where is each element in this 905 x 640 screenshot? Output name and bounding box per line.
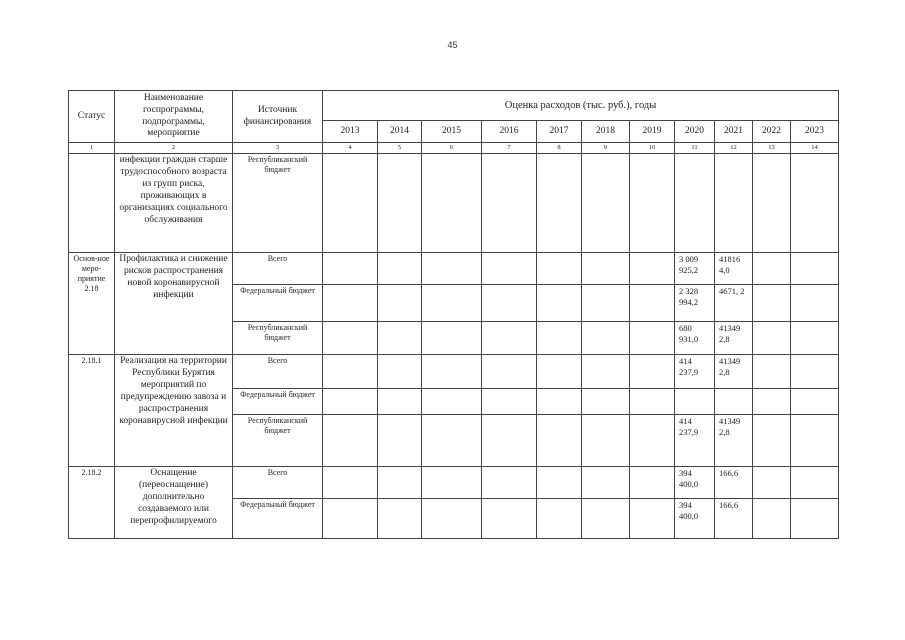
value-cell (791, 467, 839, 499)
value-cell (537, 322, 582, 355)
value-cell (630, 322, 675, 355)
page-number: 45 (447, 40, 458, 50)
value-cell (753, 355, 791, 389)
value-cell (630, 285, 675, 322)
value-cell (482, 154, 537, 253)
value-2021: 166,6 (715, 499, 753, 539)
value-cell (537, 253, 582, 285)
value-cell (378, 285, 422, 322)
year-header: 2023 (791, 121, 839, 143)
year-header: 2020 (675, 121, 715, 143)
value-2021: 166,6 (715, 467, 753, 499)
value-cell (422, 355, 482, 389)
value-cell (323, 499, 378, 539)
value-cell (323, 467, 378, 499)
value-cell (482, 499, 537, 539)
year-header: 2014 (378, 121, 422, 143)
value-cell (791, 389, 839, 415)
column-number: 14 (791, 143, 839, 154)
column-number: 13 (753, 143, 791, 154)
measure-name: Реализация на территории Республики Бурятия мероприятий по предупреждению завоза и распространения коронавирусной инфекции (115, 355, 233, 467)
column-number: 4 (323, 143, 378, 154)
year-header: 2021 (715, 121, 753, 143)
year-header: 2019 (630, 121, 675, 143)
value-cell (582, 499, 630, 539)
status-cell: 2.18.2 (69, 467, 115, 539)
value-cell (323, 285, 378, 322)
value-2020: 414 237,9 (675, 355, 715, 389)
value-2021: 41349 2,8 (715, 322, 753, 355)
value-cell (537, 154, 582, 253)
value-cell (630, 389, 675, 415)
value-cell (582, 322, 630, 355)
measure-name: Оснащение (переоснащение) дополнительно создаваемого или перепрофилируемого (115, 467, 233, 539)
status-cell: 2.18.1 (69, 355, 115, 467)
measure-name: инфекции граждан старше трудоспособного возраста из групп риска, проживающих в организациях социального обслуживания (115, 154, 233, 253)
value-cell (537, 389, 582, 415)
value-cell (630, 253, 675, 285)
value-cell (422, 499, 482, 539)
value-cell (753, 389, 791, 415)
column-number: 3 (233, 143, 323, 154)
funding-source: Республиканский бюджет (233, 415, 323, 467)
value-cell (753, 499, 791, 539)
value-cell (537, 285, 582, 322)
value-cell (422, 467, 482, 499)
header-name: Наименование госпрограммы, подпрограммы, мероприятие (115, 91, 233, 143)
value-cell (422, 285, 482, 322)
year-header: 2013 (323, 121, 378, 143)
value-cell (753, 322, 791, 355)
value-cell (323, 154, 378, 253)
year-header: 2018 (582, 121, 630, 143)
column-number: 11 (675, 143, 715, 154)
value-2020: 394 400,0 (675, 467, 715, 499)
status-cell: Основ-ное меро-приятие 2.18 (69, 253, 115, 355)
funding-source: Республиканский бюджет (233, 322, 323, 355)
value-cell (422, 253, 482, 285)
value-cell (422, 154, 482, 253)
year-header: 2015 (422, 121, 482, 143)
value-cell (378, 355, 422, 389)
value-cell (422, 415, 482, 467)
value-cell (582, 415, 630, 467)
value-cell (323, 389, 378, 415)
column-number: 12 (715, 143, 753, 154)
header-estimate: Оценка расходов (тыс. руб.), годы (323, 91, 839, 121)
value-cell (378, 415, 422, 467)
value-cell (422, 322, 482, 355)
value-2021 (715, 154, 753, 253)
value-cell (323, 253, 378, 285)
value-cell (791, 253, 839, 285)
value-cell (323, 355, 378, 389)
column-number: 6 (422, 143, 482, 154)
value-cell (378, 499, 422, 539)
value-cell (753, 285, 791, 322)
value-cell (323, 415, 378, 467)
value-2020: 3 009 925,2 (675, 253, 715, 285)
value-cell (582, 253, 630, 285)
value-cell (753, 415, 791, 467)
value-cell (753, 253, 791, 285)
table-row (69, 154, 839, 253)
value-cell (482, 253, 537, 285)
value-cell (582, 467, 630, 499)
value-cell (378, 322, 422, 355)
column-number: 8 (537, 143, 582, 154)
value-2020: 680 931,0 (675, 322, 715, 355)
value-cell (537, 467, 582, 499)
column-number: 1 (69, 143, 115, 154)
header-source: Источник финансирования (233, 91, 323, 143)
value-cell (753, 154, 791, 253)
value-cell (537, 415, 582, 467)
value-cell (482, 322, 537, 355)
value-cell (630, 154, 675, 253)
value-2021: 4671, 2 (715, 285, 753, 322)
table-row (69, 355, 839, 389)
value-cell (753, 467, 791, 499)
header-status: Статус (69, 91, 115, 143)
value-cell (378, 154, 422, 253)
value-cell (378, 467, 422, 499)
value-cell (537, 499, 582, 539)
value-cell (630, 467, 675, 499)
funding-source: Всего (233, 253, 323, 285)
value-2021: 41349 2,8 (715, 415, 753, 467)
value-cell (537, 355, 582, 389)
value-cell (323, 322, 378, 355)
value-cell (482, 467, 537, 499)
value-2020 (675, 389, 715, 415)
column-number: 2 (115, 143, 233, 154)
value-2020: 2 328 994,2 (675, 285, 715, 322)
value-cell (791, 322, 839, 355)
year-header: 2016 (482, 121, 537, 143)
value-cell (378, 389, 422, 415)
column-number: 9 (582, 143, 630, 154)
value-2021: 41349 2,8 (715, 355, 753, 389)
value-cell (630, 355, 675, 389)
value-cell (482, 415, 537, 467)
value-cell (791, 154, 839, 253)
value-cell (482, 389, 537, 415)
column-number: 10 (630, 143, 675, 154)
value-cell (582, 154, 630, 253)
funding-source: Всего (233, 355, 323, 389)
year-header: 2022 (753, 121, 791, 143)
column-number: 5 (378, 143, 422, 154)
year-header: 2017 (537, 121, 582, 143)
value-cell (630, 415, 675, 467)
value-cell (630, 499, 675, 539)
funding-source: Всего (233, 467, 323, 499)
value-cell (422, 389, 482, 415)
status-cell (69, 154, 115, 253)
table-row (69, 253, 839, 285)
value-2021: 41816 4,0 (715, 253, 753, 285)
expenditure-table (68, 90, 839, 539)
column-number: 7 (482, 143, 537, 154)
value-cell (582, 389, 630, 415)
value-cell (582, 285, 630, 322)
measure-name: Профилактика и снижение рисков распространения новой коронавирусной инфекции (115, 253, 233, 355)
value-cell (791, 285, 839, 322)
table-row (69, 467, 839, 499)
value-2020 (675, 154, 715, 253)
value-cell (378, 253, 422, 285)
value-2021 (715, 389, 753, 415)
value-cell (791, 415, 839, 467)
value-cell (482, 285, 537, 322)
value-2020: 394 400,0 (675, 499, 715, 539)
funding-source: Федеральный бюджет (233, 285, 323, 322)
value-cell (482, 355, 537, 389)
funding-source: Республиканский бюджет (233, 154, 323, 253)
value-cell (791, 355, 839, 389)
value-2020: 414 237,9 (675, 415, 715, 467)
value-cell (791, 499, 839, 539)
value-cell (582, 355, 630, 389)
funding-source: Федеральный бюджет (233, 499, 323, 539)
funding-source: Федеральный бюджет (233, 389, 323, 415)
